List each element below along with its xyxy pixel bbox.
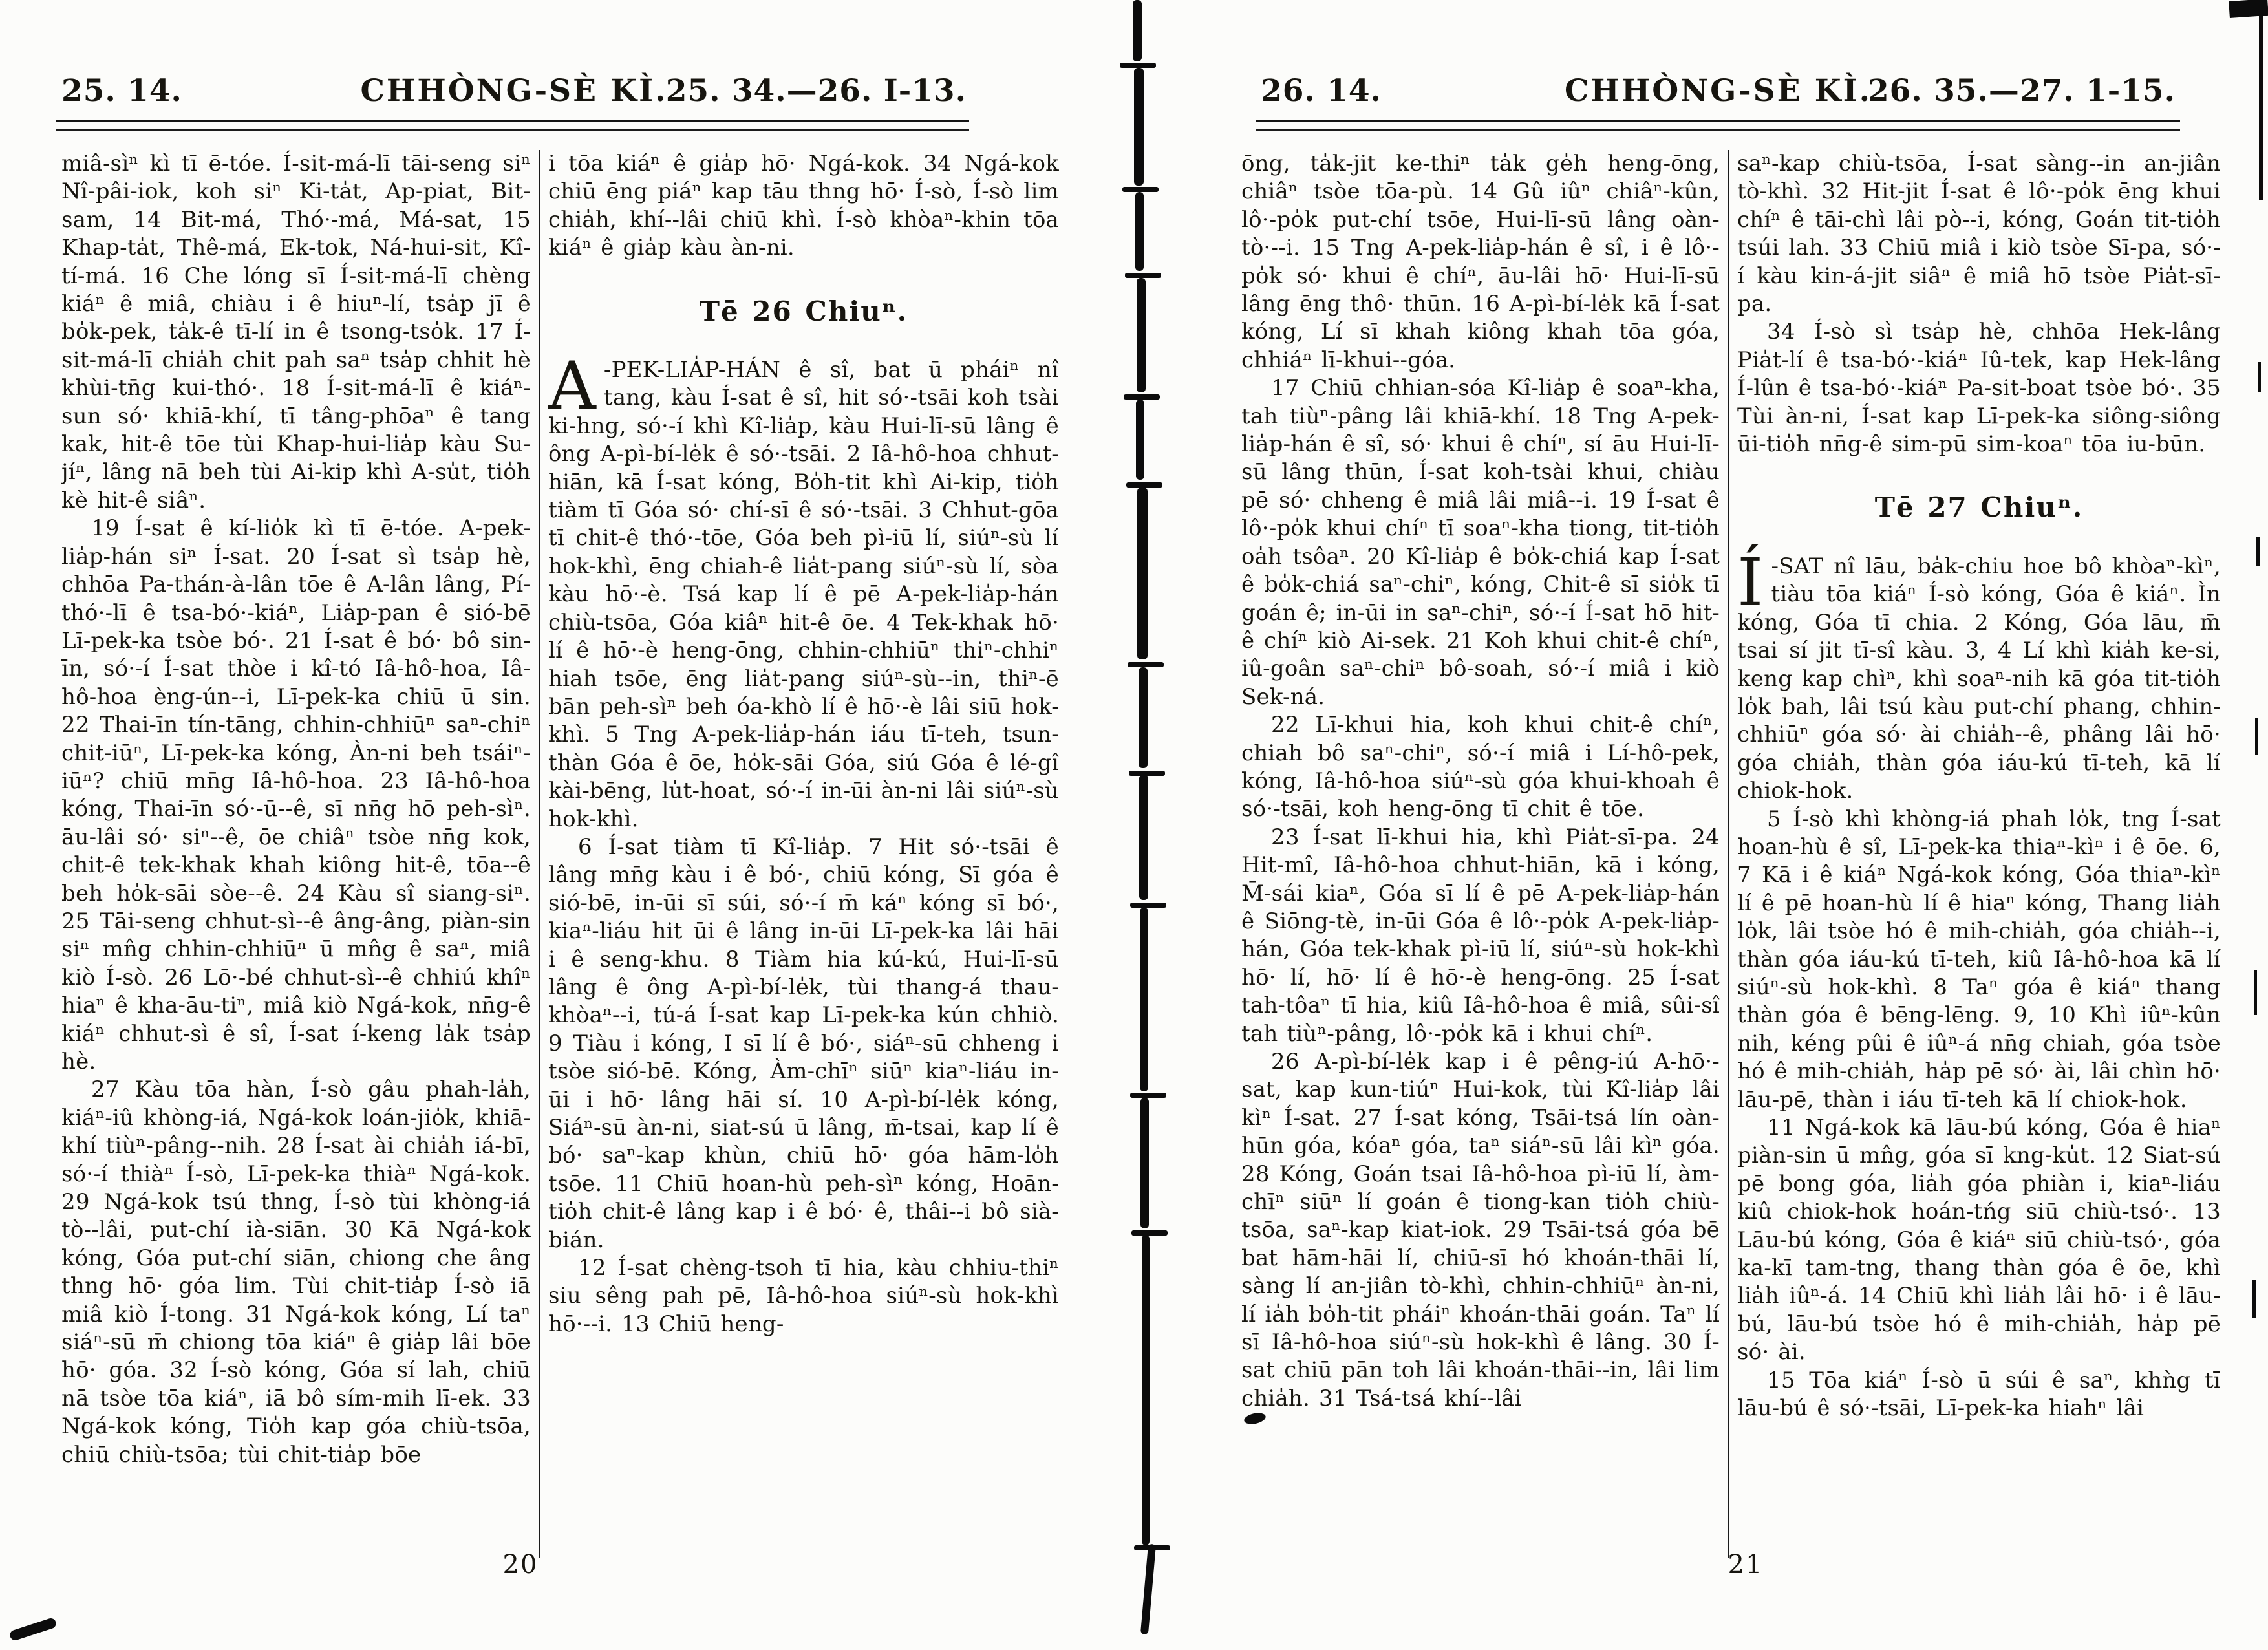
fold-segment	[1134, 68, 1144, 186]
scan-artifact-bottom-left	[8, 1617, 57, 1642]
column-2	[548, 150, 1059, 1558]
scan-artifact-edge-dash	[2255, 718, 2258, 755]
fold-segment	[1135, 192, 1144, 271]
page-number: 20	[502, 1550, 539, 1580]
fold-segment	[1137, 278, 1146, 392]
header-double-rule	[56, 120, 969, 131]
verse-paragraph: 26 A-pì-bí-le̍k kap i ê pêng-iú A-hō·-sat, kap kun-tiúⁿ Hui-kok, tùi Kî-lia̍p lâi kìⁿ Í-sat. 27 Í-sat kóng, Tsāi-tsá lín oàn-hūn góa, kóaⁿ góa, taⁿ siáⁿ-sū lâi kìⁿ góa. 28 Kóng, Goán tsai Iâ-hô-hoa pì-iū lí, àm-chīⁿ siūⁿ lí goán ê tiong-kan tio̍h chiù-tsōa, saⁿ-kap kiat-iok. 29 Tsāi-tsá góa bē bat hām-hāi lí, chiū-sī hó khoán-thāi lí, sàng lí an-jiân tò-khì, chhin-chhiūⁿ àn-ni, lí ia̍h bo̍h-tit pháiⁿ khoán-thāi goán. Taⁿ lí sī Iâ-hô-hoa siúⁿ-sù hok-khì ê lâng. 30 Í-sat chiū pān toh lâi khoán-thāi--in, lâi lim chia̍h. 31 Tsá-tsá khí--lâi	[1241, 1049, 1720, 1411]
running-head-left-ref: 25. 14.	[61, 73, 182, 109]
verse-paragraph: 11 Ngá-kok kā lāu-bú kóng, Góa ê hiaⁿ piàn-sin ū mn̂g, góa sī kng-ku̍t. 12 Siat-sú pē bong góa, lia̍h góa phiàn i, kiaⁿ-liáu kiû chiok-hok hoán-tńg siū chiù-tsó·. 13 Lāu-bú kóng, Góa ê kiáⁿ siū chiù-tsó·, góa ka-kī tam-tng, thang thàn góa ê ōe, khì lia̍h iûⁿ-á. 14 Chiū khì lia̍h lâi hō· i ê lāu-bú, lāu-bú tsòe hó ê mih-chia̍h, ha̍p pē só· ài.	[1737, 1115, 2221, 1366]
fold-segment	[1142, 1235, 1150, 1545]
drop-cap: Í	[1737, 544, 1764, 621]
running-head-book-title: CHHÒNG-SÈ KÌ.	[360, 73, 668, 109]
fold-segment	[1139, 775, 1148, 900]
column-4	[1737, 150, 2221, 1558]
verse-paragraph: 27 Kàu tōa hàn, Í-sò gâu phah-la̍h, kiáⁿ-iû khòng-iá, Ngá-kok loán-jio̍k, khiā-khí tiùⁿ-pâng--nih. 28 Í-sat ài chia̍h iá-bī, só·-í thiàⁿ Í-sò, Lī-pek-ka thiàⁿ Ngá-kok. 29 Ngá-kok tsú thng, Í-sò tùi khòng-iá tò--lâi, put-chí ià-siān. 30 Kā Ngá-kok kóng, Góa put-chí siān, chiong che âng thng hō· góa lim. Tùi chit-tia̍p Í-sò iā miâ kiò Í-tong. 31 Ngá-kok kóng, Lí taⁿ siáⁿ-sū m̄ chiong tōa kiáⁿ ê gia̍p lâi bōe hō· góa. 32 Í-sò kóng, Góa sí lah, chiū nā tsòe tōa kiáⁿ, iā bô sím-mih lī-ek. 33 Ngá-kok kóng, Tio̍h kap góa chiù-tsōa, chiū chiù-tsōa; tùi chit-tia̍p bōe	[61, 1077, 531, 1468]
verse-text: -SAT nî lāu, ba̍k-chiu hoe bô khòaⁿ-kìⁿ, tiàu tōa kiáⁿ Í-sò kóng, Góa ê kiáⁿ. Ìn kóng, Góa tī chia. 2 Kóng, Góa lāu, m̄ tsai sí jit tī-sî kàu. 3, 4 Lí khì kia̍h ke-si, keng kap chìⁿ, khì soaⁿ-nih kā góa tit-tio̍h lo̍k bah, lâi tsú kàu put-chí phang, chhin-chhiūⁿ góa só· ài chia̍h--ê, phâng lâi hō· góa chia̍h, thàn góa iáu-kú tī-teh, kā lí chiok-hok.	[1737, 553, 2221, 804]
verse-paragraph: 22 Lī-khui hia, koh khui chit-ê chíⁿ, chiah bô saⁿ-chiⁿ, só·-í miâ i Lí-hô-pek, kóng, Iâ-hô-hoa siúⁿ-sù góa khui-khoah ê só·-tsāi, koh heng-ōng tī chit ê tōe.	[1241, 712, 1720, 822]
running-head-book-title: CHHÒNG-SÈ KÌ.	[1565, 73, 1872, 109]
running-head	[1261, 73, 2176, 114]
verse-paragraph: 5 Í-sò khì khòng-iá phah lo̍k, tng Í-sat hoan-hù ê sî, Lī-pek-ka thiaⁿ-kìⁿ i ê ōe. 6, 7 Kā i ê kiáⁿ Ngá-kok kóng, Góa thiaⁿ-kìⁿ lí ê pē hoan-hù lí ê hiaⁿ kóng, Thang lia̍h lo̍k, lâi tsòe hó ê mih-chia̍h, góa chia̍h--i, thàn góa iáu-kú tī-teh, kiû Iâ-hô-hoa kā lí siúⁿ-sù hok-khì. 8 Taⁿ góa ê kiáⁿ thang thàn góa ê bēng-lēng. 9, 10 Khì iûⁿ-kûn nih, kéng pûi ê iûⁿ-á nn̄g chiah, góa tsòe hó ê mih-chia̍h, ha̍p pē só· ài, lâi chìn hō· lāu-pē, thàn i iáu tī-teh kā lí chiok-hok.	[1737, 806, 2221, 1113]
column-1	[61, 150, 531, 1558]
fold-segment	[1133, 0, 1142, 61]
scan-artifact-edge-dash	[2252, 1280, 2256, 1318]
verse-paragraph: miâ-sìⁿ kì tī ē-tóe. Í-sit-má-lī tāi-seng siⁿ Nî-pâi-iok, koh siⁿ Ki-ta̍t, Ap-piat, Bit-sam, 14 Bit-má, Thó·-má, Má-sat, 15 Khap-ta̍t, Thê-má, Ek-tok, Ná-hui-sit, Kî-tí-má. 16 Che lóng sī Í-sit-má-lī chèng kiáⁿ ê miâ, chiàu i ê hiuⁿ-lí, tsa̍p jī ê bo̍k-pek, ta̍k-ê tī-lí in ê tsong-tso̍k. 17 Í-sit-má-lī chia̍h chit pah saⁿ tsa̍p chhit hè khùi-tn̄g kui-thó·. 18 Í-sit-má-lī ê kiáⁿ-sun só· khiā-khí, tī tâng-phōaⁿ ê tang kak, hit-ê tōe tùi Khap-hui-lia̍p kàu Su-jíⁿ, lâng nā beh tùi Ai-kip khì A-su̍t, tio̍h kè hit-ê siâⁿ.	[61, 151, 531, 513]
text-columns	[61, 150, 1059, 1558]
fold-tick	[1131, 1230, 1168, 1236]
verse-paragraph	[548, 348, 1059, 833]
verse-paragraph: 19 Í-sat ê kí-lio̍k kì tī ē-tóe. A-pek-lia̍p-hán siⁿ Í-sat. 20 Í-sat sì tsa̍p hè, chhōa Pa-thán-à-lân tōe ê A-lân lâng, Pí-thó·-lī ê tsa-bó·-kiáⁿ, Lia̍p-pan ê sió-bē Lī-pek-ka tsòe bó·. 21 Í-sat ê bó· bô sin-īn, só·-í Í-sat thòe i kî-tó Iâ-hô-hoa, Iâ-hô-hoa èng-ún--i, Lī-pek-ka chiū ū sin. 22 Thai-īn tín-tāng, chhin-chhiūⁿ saⁿ-chiⁿ chit-iūⁿ, Lī-pek-ka kóng, Àn-ni beh tsáiⁿ-iūⁿ? chiū mn̄g Iâ-hô-hoa. 23 Iâ-hô-hoa kóng, Thai-īn só·-ū--ê, sī nn̄g hō peh-sìⁿ. āu-lâi só· siⁿ--ê, ōe chiâⁿ tsòe nn̄g kok, chit-ê tek-khak khah kiông hit-ê, tōa--ê beh ho̍k-sāi sòe--ê. 24 Kàu sî siang-siⁿ. 25 Tāi-seng chhut-sì--ê âng-âng, piàn-sin siⁿ mn̂g chhin-chhiūⁿ ū mn̂g ê saⁿ, miâ kiò Í-sò. 26 Lō·-bé chhut-sì--ê chhiú khîⁿ hiaⁿ ê kha-āu-tiⁿ, miâ kiò Ngá-kok, nn̄g-ê kiáⁿ chhut-sì ê sî, Í-sat í-keng la̍k tsa̍p hè.	[61, 515, 531, 1075]
verse-paragraph: 34 Í-sò sì tsa̍p hè, chhōa Hek-lâng Pia̍t-lí ê tsa-bó·-kiáⁿ Iû-tek, kap Hek-lâng Í-lûn ê tsa-bó·-kiáⁿ Pa-sit-boat tsòe bó·. 35 Tùi àn-ni, Í-sat kap Lī-pek-ka siông-siông ūi-tio̍h nn̄g-ê sim-pū sim-koaⁿ tōa iu-būn.	[1737, 319, 2221, 458]
fold-tick	[1134, 1545, 1170, 1550]
verse-paragraph: 17 Chiū chhian-sóa Kî-lia̍p ê soaⁿ-kha, tah tiùⁿ-pâng lâi khiā-khí. 18 Tng A-pek-lia̍p-hán ê sî, só· khui ê chíⁿ, sí āu Hui-lī-sū lâng thūn, Í-sat koh-tsài khui, chiàu pē só· chheng ê miâ lâi miâ--i. 19 Í-sat ê lô·-po̍k khui chíⁿ tī soaⁿ-kha tiong, tit-tio̍h oa̍h tsôaⁿ. 20 Kî-lia̍p ê bo̍k-chiá kap Í-sat ê bo̍k-chiá saⁿ-chiⁿ, kóng, Chit-ê sī sio̍k tī goán ê; in-ūi in saⁿ-chiⁿ, só·-í Í-sat hō hit-ê chíⁿ kiò Ai-sek. 21 Koh khui chit-ê chíⁿ, iû-goân saⁿ-chiⁿ bô-soah, só·-í miâ i kiò Sek-ná.	[1241, 375, 1720, 710]
column-divider	[539, 150, 540, 1558]
verse-text: -PEK-LIA̍P-HÁN ê sî, bat ū pháiⁿ nî tang, kàu Í-sat ê sî, hit só·-tsāi koh tsài ki-hng, só·-í khì Kî-lia̍p, kàu Hui-lī-sū lâng ê ông A-pì-bí-le̍k ê só·-tsāi. 2 Iâ-hô-hoa chhut-hiān, kā Í-sat kóng, Bo̍h-tit khì Ai-kip, tio̍h tiàm tī Góa só· chí-sī ê só·-tsāi. 3 Chhut-gōa tī chit-ê thó·-tōe, Góa beh pì-iū lí, siúⁿ-sù lí hok-khì, ēng chiah-ê lia̍t-pang siúⁿ-sù lí, sòa kàu hō·-è. Tsá kap lí ê pē A-pek-lia̍p-hán chiù-tsōa, Góa kiâⁿ hit-ê ōe. 4 Tek-khak hō· lí ê hō·-è heng-ōng, chhin-chhiūⁿ thiⁿ-chhiⁿ hiah tsōe, ēng lia̍t-pang siúⁿ-sù--in, thiⁿ-ē bān peh-sìⁿ beh óa-khò lí ê hō·-è lâi siū hok-khì. 5 Tng A-pek-lia̍p-hán iáu tī-teh, tsun-thàn Góa ê ōe, ho̍k-sāi Góa, siú Góa ê lé-gî kài-bēng, lu̍t-hoat, só·-í in-ūi àn-ni lâi siúⁿ-sù hok-khì.	[548, 357, 1059, 832]
fold-tick	[1120, 63, 1156, 68]
running-head	[61, 73, 967, 114]
fold-segment	[1140, 908, 1148, 1091]
column-divider	[1728, 150, 1729, 1558]
scan-artifact-edge-dash	[2254, 970, 2257, 1015]
scan-artifact-edge-dash	[2258, 362, 2261, 392]
fold-tick	[1124, 394, 1160, 400]
fold-tick	[1129, 771, 1165, 776]
fold-tick	[1126, 482, 1162, 488]
page-number: 21	[1728, 1550, 1764, 1580]
verse-paragraph: i tōa kiáⁿ ê gia̍p hō· Ngá-kok. 34 Ngá-kok chiū ēng piáⁿ kap tāu thng hō· Í-sò, Í-sò lim chia̍h, khí--lâi chiū khì. Í-sò khòaⁿ-khin tōa kiáⁿ ê gia̍p kàu àn-ni.	[548, 151, 1059, 261]
fold-segment	[1139, 667, 1148, 768]
verse-paragraph: saⁿ-kap chiù-tsōa, Í-sat sàng--in an-jiân tò-khì. 32 Hit-jit Í-sat ê lô·-po̍k ēng khui chíⁿ ê tāi-chì lâi pò--i, kóng, Goán tit-tio̍h tsúi lah. 33 Chiū miâ i kiò tsòe Sī-pa, só·-í kàu kin-á-jit siâⁿ ê miâ hō tsòe Pia̍t-sī-pa.	[1737, 151, 2221, 317]
verse-paragraph: 15 Tōa kiáⁿ Í-sò ū súi ê saⁿ, khǹg tī lāu-bú ê só·-tsāi, Lī-pek-ka hiahⁿ lâi	[1737, 1367, 2221, 1422]
running-head-right-ref: 26. 35.—27. 1-15.	[1867, 73, 2176, 109]
header-double-rule	[1256, 120, 2180, 131]
running-head-right-ref: 25. 34.—26. I-13.	[665, 73, 967, 109]
text-columns	[1241, 150, 2221, 1558]
fold-tick	[1125, 273, 1161, 278]
fold-tick	[1130, 903, 1166, 908]
fold-tick	[1130, 1093, 1166, 1098]
chapter-heading-26: Tē 26 Chiuⁿ.	[699, 295, 908, 327]
fold-tick	[1122, 187, 1159, 192]
verse-paragraph: 6 Í-sat tiàm tī Kî-lia̍p. 7 Hit só·-tsāi ê lâng mn̄g kàu i ê bó·, chiū kóng, Sī góa ê sió-bē, in-ūi sī súi, só·-í m̄ káⁿ kóng sī bó·, kiaⁿ-liáu hit ūi ê lâng in-ūi Lī-pek-ka lâi hāi i ê seng-khu. 8 Tiàm hia kú-kú, Hui-lī-sū lâng ê ông A-pì-bí-le̍k, tùi thang-á thau-khòaⁿ--i, tú-á Í-sat kap Lī-pek-ka kún chhiò. 9 Tiàu i kóng, I sī lí ê bó·, siáⁿ-sū chheng i tsòe sió-bē. Kóng, Àm-chīⁿ siūⁿ kiaⁿ-liáu in-ūi i hō· lâng hāi sí. 10 A-pì-bí-le̍k kóng, Siáⁿ-sū àn-ni, siat-sú ū lâng, m̄-tsai, kap lí ê bó· saⁿ-kap khùn, chiū hō· góa hām-lo̍h tsōe. 11 Chiū hoan-hù peh-sìⁿ kóng, Hoān-tio̍h chit-ê lâng kap i ê bó· ê, thâi--i bô sià-bián.	[548, 833, 1059, 1253]
fold-tick	[1128, 662, 1164, 667]
scan-artifact-edge-line	[2259, 13, 2263, 200]
fold-segment	[1140, 1098, 1149, 1228]
verse-paragraph: 23 Í-sat lī-khui hia, khì Pia̍t-sī-pa. 24 Hit-mî, Iâ-hô-hoa chhut-hiān, kā i kóng, M̄-sái kiaⁿ, Góa sī lí ê pē A-pek-lia̍p-hán ê Siōng-tè, in-ūi Góa ê lô·-po̍k A-pek-lia̍p-hán, Góa tek-khak pì-iū lí, siúⁿ-sù hok-khì hō· lí, hō· lí ê hō·-è heng-ōng. 25 Í-sat tah-tôaⁿ tī hia, kiû Iâ-hô-hoa ê miâ, sûi-sî tah tiùⁿ-pâng, lô·-po̍k kā i khui chíⁿ.	[1241, 824, 1720, 1047]
verse-paragraph: ōng, ta̍k-jit ke-thiⁿ ta̍k ge̍h heng-ōng, chiâⁿ tsòe tōa-pù. 14 Gû iûⁿ chiâⁿ-kûn, lô·-po̍k put-chí tsōe, Hui-lī-sū lâng oàn-tò·--i. 15 Tng A-pek-lia̍p-hán ê sî, i ê lô·-po̍k só· khui ê chíⁿ, āu-lâi hō· Hui-lī-sū lâng ēng thô· thūn. 16 A-pì-bí-le̍k kā Í-sat kóng, Lí sī khah kiông khah tōa góa, chhiáⁿ lī-khui--góa.	[1241, 151, 1720, 373]
fold-segment	[1136, 400, 1144, 480]
fold-segment	[1137, 488, 1148, 659]
verse-paragraph: 12 Í-sat chèng-tsoh tī hia, kàu chhiu-thiⁿ siu sêng pah pē, Iâ-hô-hoa siúⁿ-sù hok-khì hō·--i. 13 Chiū heng-	[548, 1255, 1059, 1337]
fold-segment	[1140, 1544, 1156, 1635]
verse-paragraph	[1737, 544, 2221, 806]
chapter-heading-27: Tē 27 Chiuⁿ.	[1874, 491, 2084, 524]
running-head-left-ref: 26. 14.	[1261, 73, 1382, 109]
column-3	[1241, 150, 1720, 1558]
drop-cap: A	[548, 348, 596, 425]
scan-artifact-edge-dash	[2256, 537, 2260, 566]
